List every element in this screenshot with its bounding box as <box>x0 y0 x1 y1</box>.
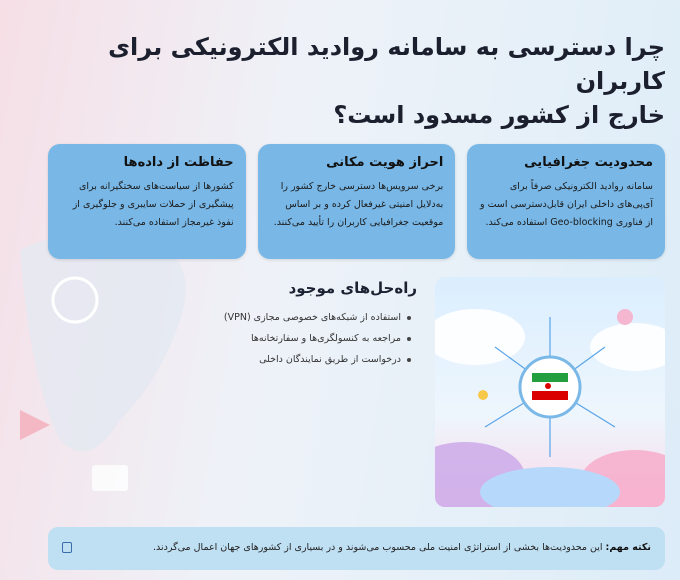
page-content <box>48 30 665 570</box>
card-location-auth <box>258 144 456 259</box>
list-item: مراجعه به کنسولگری‌ها و سفارتخانه‌ها <box>163 328 423 349</box>
card-body: برخی سرویس‌ها دسترسی خارج کشور را به‌دلایل امنیتی غیرفعال کرده و بر اساس موقعیت جغرافیایی کاربران را تأیید می‌کنند. <box>273 181 444 228</box>
title-line-2: خارج از کشور مسدود است؟ <box>333 101 665 129</box>
cards-row <box>48 144 665 259</box>
solutions-title: راه‌حل‌های موجود <box>288 279 417 297</box>
note-icon <box>62 542 72 553</box>
note-text: این محدودیت‌ها بخشی از استراتژی امنیت ملی محسوب می‌شوند و در بسیاری از کشورهای جهان اعمال می‌گردند. <box>152 542 606 553</box>
card-data-protection <box>48 144 246 259</box>
card-body: سامانه روادید الکترونیکی صرفاً برای آی‌پی‌های داخلی ایران قابل‌دسترسی است و از فناوری Geo-blocking استفاده می‌کند. <box>480 181 653 228</box>
card-body: کشورها از سیاست‌های سختگیرانه برای پیشگیری از حملات سایبری و جلوگیری از نفوذ غیرمجاز استفاده می‌کنند. <box>72 181 234 228</box>
card-title: حفاظت از داده‌ها <box>123 155 234 170</box>
card-geo-restriction <box>467 144 665 259</box>
illustration-graphic <box>435 277 665 507</box>
middle-row <box>48 277 665 507</box>
title-line-1: چرا دسترسی به سامانه روادید الکترونیکی برای کاربران <box>108 33 665 95</box>
note-label: نکته مهم: <box>605 542 651 553</box>
card-title: محدودیت جغرافیایی <box>524 155 653 170</box>
page-title <box>48 30 665 132</box>
solutions-section <box>163 277 423 370</box>
list-item: استفاده از شبکه‌های خصوصی مجازی (VPN) <box>163 307 423 328</box>
iran-network-illustration <box>435 277 665 507</box>
list-item: درخواست از طریق نمایندگان داخلی <box>163 349 423 370</box>
solutions-list <box>163 307 423 370</box>
card-title: احراز هویت مکانی <box>326 155 444 170</box>
important-note <box>48 527 665 570</box>
